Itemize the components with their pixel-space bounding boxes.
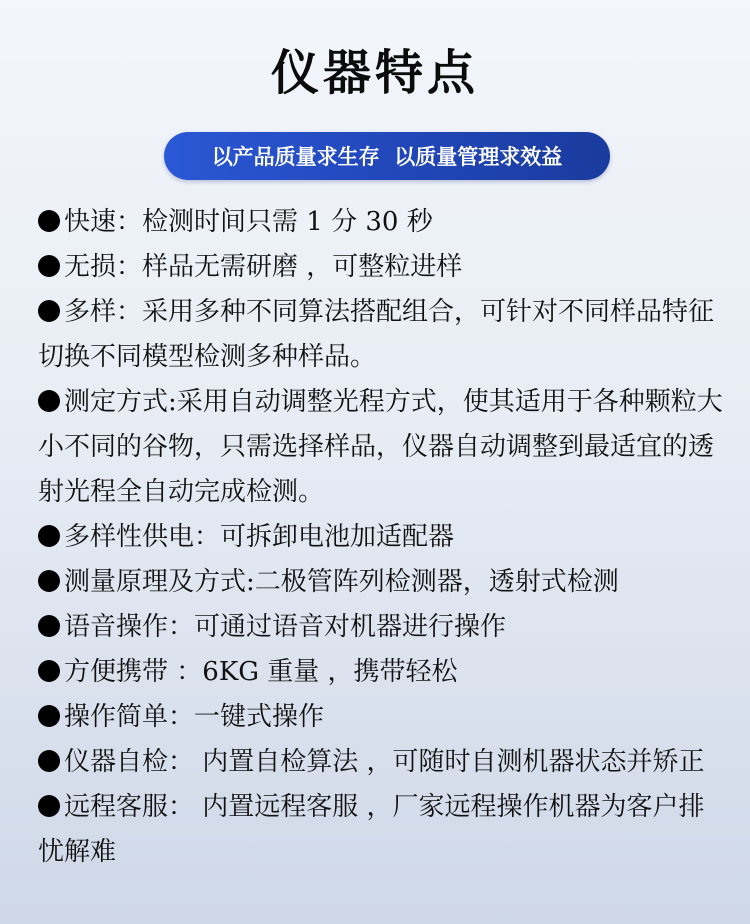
slogan-banner <box>164 132 610 180</box>
bullet-icon <box>38 525 60 547</box>
feature-separator: ： <box>168 792 195 822</box>
feature-item <box>38 740 728 785</box>
feature-label: 无损 <box>64 252 117 282</box>
bullet-icon <box>38 390 60 412</box>
feature-item <box>38 200 728 245</box>
feature-label: 远程客服 <box>64 792 169 822</box>
slogan-text: 以产品质量求生存 以质量管理求效益 <box>211 145 563 169</box>
feature-label: 语音操作 <box>64 612 169 642</box>
feature-separator: ： <box>168 612 195 642</box>
feature-item <box>38 650 728 695</box>
feature-list <box>38 200 728 875</box>
feature-text: 检测时间只需 1 分 30 秒 <box>142 207 433 237</box>
feature-separator: ： <box>168 747 195 777</box>
bullet-icon <box>38 795 60 817</box>
feature-item <box>38 515 728 560</box>
feature-item <box>38 380 728 515</box>
feature-separator: ： <box>168 702 195 732</box>
bullet-icon <box>38 300 60 322</box>
feature-label: 测量原理及方式 <box>64 567 247 597</box>
bullet-icon <box>38 615 60 637</box>
bullet-icon <box>38 255 60 277</box>
bullet-icon <box>38 570 60 592</box>
feature-text: 内置远程客服 ，厂家远程操作机器为客户排忧解难 <box>38 792 705 867</box>
feature-text: 6KG 重量 ，携带轻松 <box>202 657 458 687</box>
feature-text: 采用自动调整光程方式，使其适用于各种颗粒大小不同的谷物，只需选择样品，仪器自动调整到最适宜的透射光程全自动完成检测。 <box>38 387 723 507</box>
feature-label: 仪器自检 <box>64 747 169 777</box>
feature-separator: ： <box>116 252 143 282</box>
feature-item <box>38 290 728 380</box>
feature-label: 方便携带 <box>64 657 169 687</box>
feature-label: 测定方式 <box>64 387 169 417</box>
bullet-icon <box>38 210 60 232</box>
feature-label: 多样性供电 <box>64 522 195 552</box>
feature-label: 操作简单 <box>64 702 169 732</box>
feature-text: 采用多种不同算法搭配组合，可针对不同样品特征切换不同模型检测多种样品。 <box>38 297 715 372</box>
feature-separator: : <box>246 567 255 597</box>
feature-item <box>38 245 728 290</box>
feature-item <box>38 785 728 875</box>
bullet-icon <box>38 705 60 727</box>
feature-text: 可通过语音对机器进行操作 <box>194 612 507 642</box>
feature-separator: ： <box>168 657 203 687</box>
feature-label: 多样 <box>64 297 117 327</box>
bullet-icon <box>38 750 60 772</box>
page-title: 仪器特点 <box>270 45 479 101</box>
feature-text: 二极管阵列检测器，透射式检测 <box>254 567 619 597</box>
feature-separator: ： <box>116 207 143 237</box>
feature-separator: : <box>168 387 177 417</box>
feature-label: 快速 <box>64 207 117 237</box>
feature-item <box>38 695 728 740</box>
bullet-icon <box>38 660 60 682</box>
feature-item <box>38 560 728 605</box>
feature-separator: ： <box>116 297 143 327</box>
feature-text: 一键式操作 <box>194 702 325 732</box>
feature-separator: ： <box>194 522 221 552</box>
feature-item <box>38 605 728 650</box>
feature-text: 样品无需研磨 ，可整粒进样 <box>142 252 463 282</box>
feature-text: 内置自检算法 ，可随时自测机器状态并矫正 <box>194 747 705 777</box>
feature-text: 可拆卸电池加适配器 <box>220 522 455 552</box>
